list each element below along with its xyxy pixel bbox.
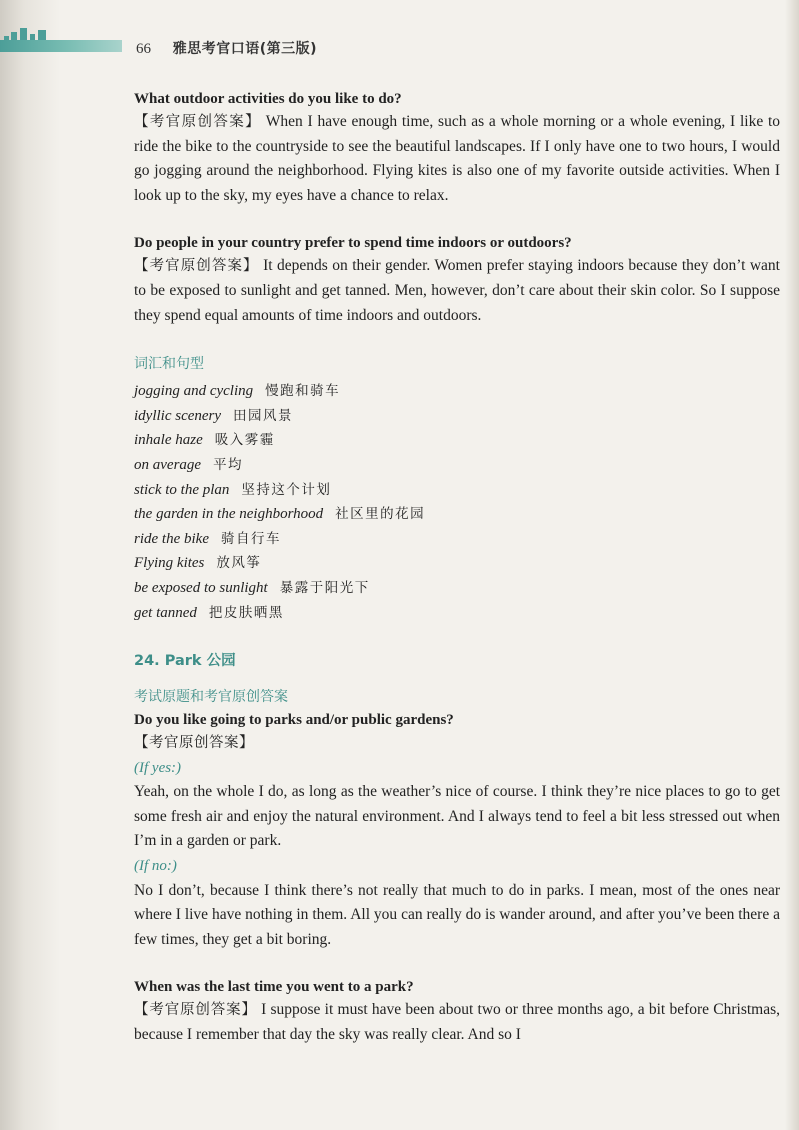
vocab-item	[134, 502, 780, 527]
vocab-item	[134, 551, 780, 576]
vocab-english: ride the bike	[134, 530, 209, 547]
vocab-title: 词汇和句型	[134, 356, 204, 373]
vocab-chinese: 把皮肤晒黑	[208, 604, 284, 621]
vocab-english: the garden in the neighborhood	[134, 506, 324, 523]
answer-tag: 【考官原创答案】	[134, 258, 259, 275]
question-indoors-outdoors: Do people in your country prefer to spend time indoors or outdoors?	[134, 235, 572, 252]
answer-text: It depends on their gender. Women prefer staying indoors because they don’t want to be exposed to sunlight and get tanned. Men, however, don’t care about their skin color. So I suppose they spend equal amounts of time indoors and outdoors.	[134, 257, 780, 324]
vocab-chinese: 坚持这个计划	[241, 481, 332, 498]
question-last-park-visit: When was the last time you went to a park?	[134, 979, 414, 996]
answer-parks-yes: Yeah, on the whole I do, as long as the weather’s nice of course. I think they’re nice places to go to get some fresh air and enjoy the natural environment. And I always tend to feel a bit less stressed out when I’m in a garden or park.	[134, 783, 780, 850]
answer-tag: 【考官原创答案】	[134, 1002, 257, 1019]
vocab-chinese: 骑自行车	[220, 530, 281, 547]
answer-outdoor-activities	[134, 110, 780, 208]
section-subheading: 考试原题和考官原创答案	[134, 689, 288, 706]
vocab-item	[134, 453, 780, 478]
vocab-english: idyllic scenery	[134, 407, 222, 424]
page-binding-shadow	[0, 0, 60, 1130]
vocab-chinese: 慢跑和骑车	[265, 383, 341, 400]
answer-tag-line	[134, 731, 780, 756]
vocab-chinese: 吸入雾霾	[214, 432, 275, 449]
vocab-english: inhale haze	[134, 432, 203, 449]
page-edge-shadow	[785, 0, 799, 1130]
vocab-chinese: 暴露于阳光下	[279, 579, 370, 596]
header-accent-bar	[0, 40, 122, 52]
vocab-item	[134, 601, 780, 626]
vocab-chinese: 平均	[213, 456, 244, 473]
vocab-list	[134, 379, 780, 625]
vocab-chinese: 社区里的花园	[335, 506, 426, 523]
answer-parks-no: No I don’t, because I think there’s not really that much to do in parks. I mean, most of the ones near where I live have nothing in them. All you can really do is wander around, and after you’ve been there a few times, they get a bit boring.	[134, 881, 780, 948]
answer-text: When I have enough time, such as a whole morning or a whole evening, I like to ride the bike to the countryside to see the beautiful landscapes. If I only have one to two hours, I would go jogging around the neighborhood. Flying kites is also one of my favorite outside activities. When I look up to the sky, my eyes have a chance to relax.	[134, 113, 781, 204]
vocab-english: be exposed to sunlight	[134, 579, 268, 596]
vocab-item	[134, 576, 780, 601]
vocab-english: get tanned	[134, 604, 197, 621]
vocab-english: Flying kites	[134, 555, 205, 572]
vocab-english: stick to the plan	[134, 481, 230, 498]
vocab-item	[134, 379, 780, 404]
page-content	[134, 88, 780, 1048]
condition-yes: (If yes:)	[134, 759, 182, 776]
book-title: 雅思考官口语(第三版)	[172, 41, 318, 57]
vocab-item	[134, 428, 780, 453]
section-heading: 24. Park 公园	[134, 653, 236, 670]
vocab-english: jogging and cycling	[134, 383, 254, 400]
running-head	[136, 38, 317, 58]
question-outdoor-activities: What outdoor activities do you like to do?	[134, 91, 402, 107]
condition-no: (If no:)	[134, 858, 177, 875]
answer-text: I suppose it must have been about two or three months ago, a bit before Christmas, because I remember that day the sky was really clear. And so I	[134, 1001, 780, 1044]
answer-indoors-outdoors	[134, 254, 780, 328]
vocab-chinese: 田园风景	[233, 407, 294, 424]
vocab-item	[134, 404, 780, 429]
page-number: 66	[136, 41, 151, 57]
vocab-item	[134, 478, 780, 503]
answer-tag: 【考官原创答案】	[134, 114, 262, 130]
question-parks: Do you like going to parks and/or public gardens?	[134, 712, 454, 729]
answer-last-park-visit	[134, 998, 780, 1047]
answer-tag: 【考官原创答案】	[134, 735, 254, 752]
vocab-chinese: 放风筝	[216, 555, 262, 572]
vocab-english: on average	[134, 456, 202, 473]
vocab-item	[134, 527, 780, 552]
